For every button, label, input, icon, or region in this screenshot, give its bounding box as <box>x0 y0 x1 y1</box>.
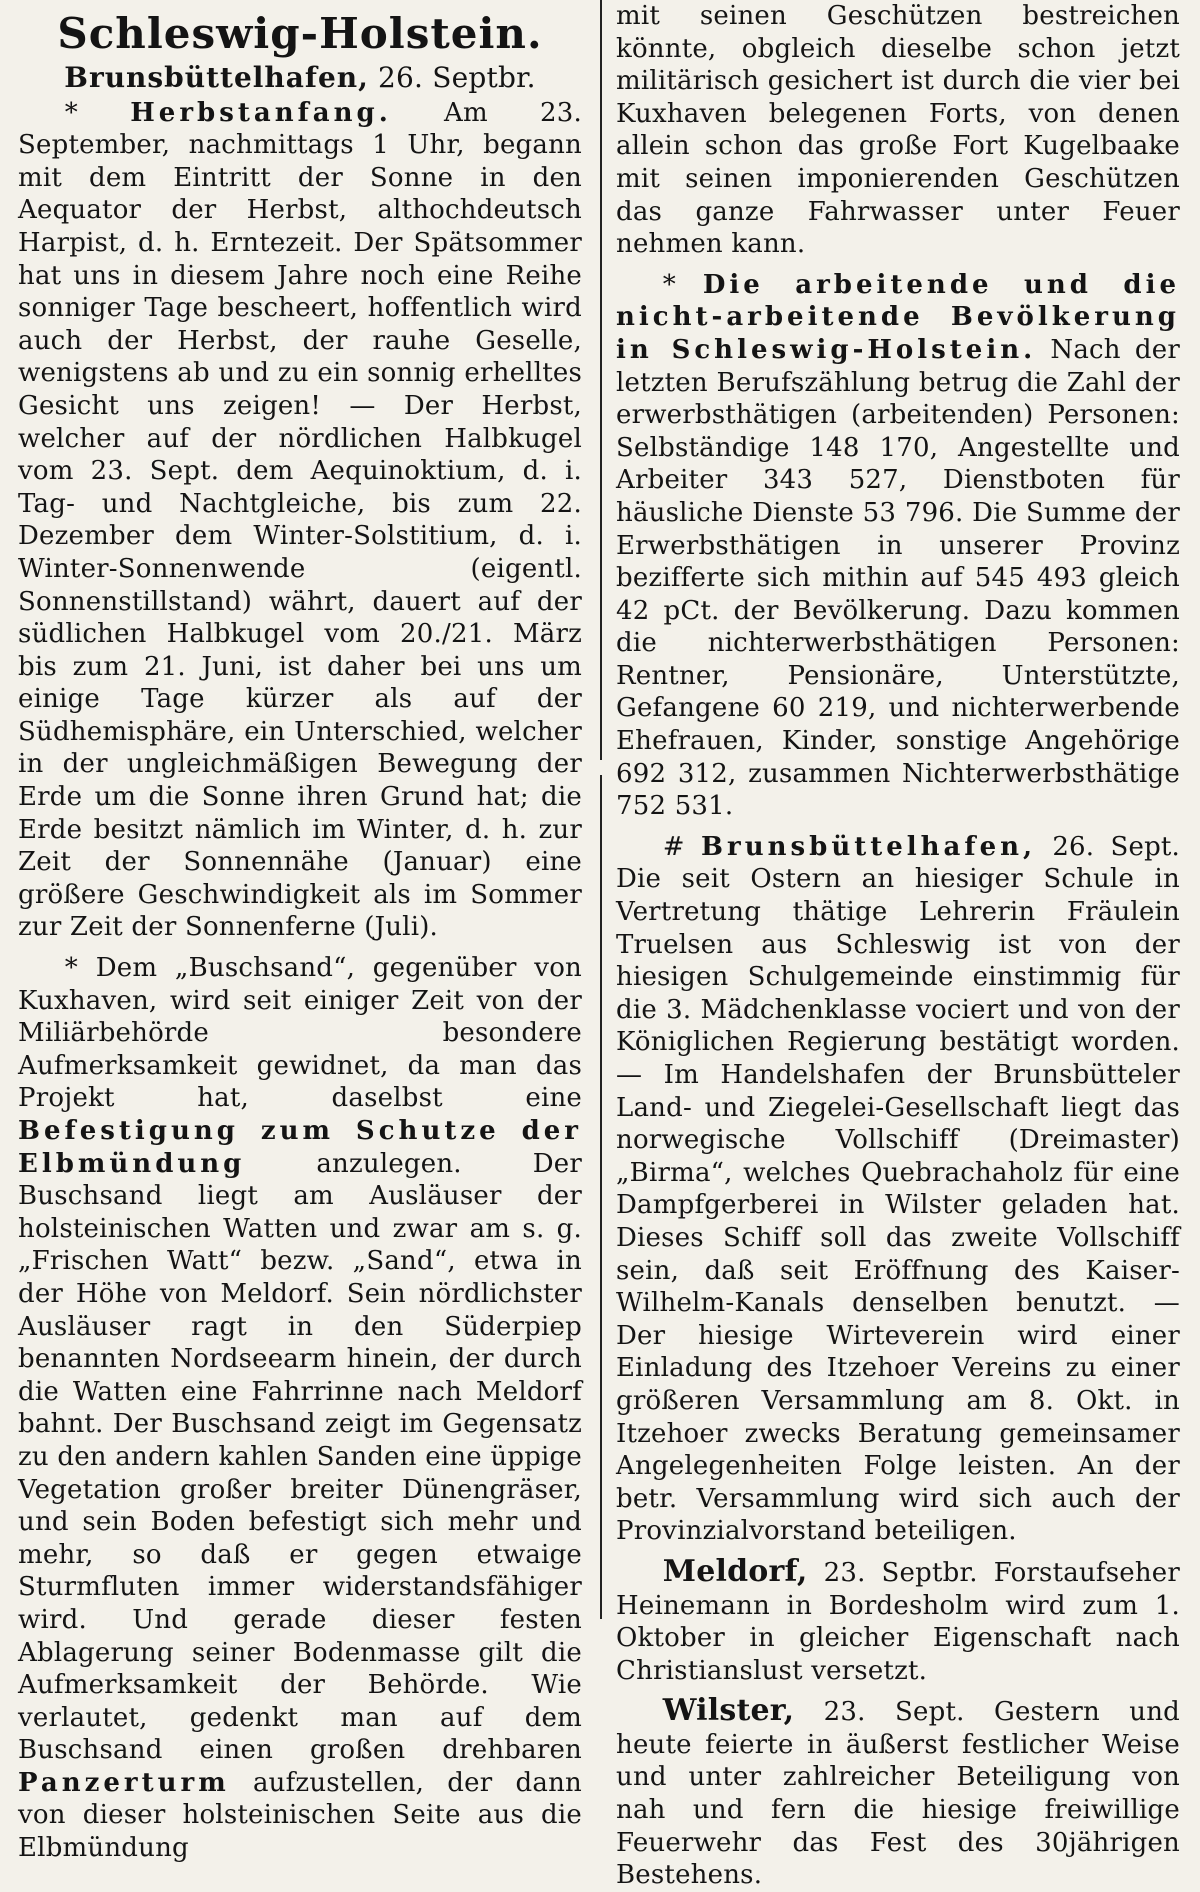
article-mark: * <box>662 269 676 300</box>
article-text: Am 23. September, nachmittags 1 Uhr, begann mit dem Eintritt der Sonne in den Aequator der Herbst, althochdeutsch Harpist, d. h. Erntezeit. Der Spätsommer hat uns in diesem Jahre noch eine Reihe sonniger Tage bescheert, hoffentlich wird auch der Herbst, der rauhe Geselle, wenigstens ab und zu ein sonnig erhelltes Gesicht uns zeigen! — Der Herbst, welcher auf der nördlichen Halbkugel vom 23. Sept. dem Aequinoktium, d. i. Tag- und Nachtgleiche, bis zum 22. Dezember dem Winter-Solstitium, d. i. Winter-Sonnenwende (eigentl. Sonnenstillstand) währt, dauert auf der südlichen Halbkugel vom 20./21. März bis zum 21. Juni, ist daher bei uns um einige Tage kürzer als auf der Südhemisphäre, ein Unterschied, welcher in der ungleichmäßigen Bewegung der Erde um die Sonne ihren Grund hat; die Erde besitzt nämlich im Winter, d. h. zur Zeit der Sonnennähe (Januar) eine größere Geschwindigkeit als im Sommer zur Zeit der Sonnenferne (Juli). <box>18 97 582 943</box>
article-text: anzulegen. Der Buschsand liegt am Ausläuser der holsteinischen Watten und zwar am s. g. „Frischen Watt“ bezw. „Sand“, etwa in der Höhe von Meldorf. Sein nördlichster Ausläuser ragt in den Süderpiep benannten Nordseearm hinein, der durch die Watten eine Fahrrinne nach Meldorf bahnt. Der Buschsand zeigt im Gegensatz zu den andern kahlen Sanden eine üppige Vegetation großer breiter Dünengräser, und sein Boden befestigt sich mehr und mehr, so daß er gegen etwaige Sturmfluten immer widerstandsfähiger wird. Und gerade dieser festen Ablagerung seiner Bodenmasse gilt die Aufmerksamkeit der Behörde. Wie verlautet, gedenkt man auf dem Buschsand einen großen drehbaren <box>18 1148 582 1766</box>
article-text: Die seit Ostern an hiesiger Schule in Vertretung thätige Lehrerin Fräulein Truelsen aus Schleswig ist von der hiesigen Schulgemeinde einstimmig für die 3. Mädchenklasse vociert und von der Königlichen Regierung bestätigt worden. — Im Handelshafen der Brunsbütteler Land- und Ziegelei-Gesellschaft liegt das norwegische Vollschiff (Dreimaster) „Birma“, welches Quebrachaholz für eine Dampfgerberei in Wilster geladen hat. Dieses Schiff soll das zweite Vollschiff sein, daß seit Eröffnung des Kaiser-Wilhelm-Kanals denselben benutzt. — Der hiesige Wirteverein wird einer Einladung des Itzehoer Vereins zu einer größeren Versammlung am 8. Okt. in Itzehoer zwecks Beratung gemeinsamer Angelegenheiten Folge leisten. An der betr. Versammlung wird sich auch der Provinzialvorstand beteiligen. <box>616 864 1180 1547</box>
article-date: 26. Sept. <box>1052 831 1181 862</box>
article-location: Meldorf, <box>662 1553 808 1589</box>
column-divider <box>600 775 602 1619</box>
headline: Schleswig-Holstein. <box>57 9 543 58</box>
dateline-place: Brunsbüttelhafen, <box>64 61 369 94</box>
article-herbstanfang <box>18 97 582 944</box>
article-mark: * <box>64 97 78 128</box>
article-mark: * <box>64 953 78 984</box>
article-buschsand-continued: mit seinen Geschützen bestreichen könnte, obgleich dieselbe schon jetzt militärisch gesichert ist durch die vier bei Kuxhaven belegenen Forts, von denen allein schon das große Fort Kugelbaake mit seinen imponierenden Geschützen das ganze Fahrwasser unter Feuer nehmen kann. <box>616 1 1180 260</box>
article-text: Nach der letzten Berufszählung betrug die Zahl der erwerbsthätigen (arbeitenden) Personen: Selbständige 148 170, Angestellte und Arbeiter 343 527, Dienstboten für häusliche Dienste 53 796. Die Summe der Erwerbsthätigen in unserer Provinz bezifferte sich mithin auf 545 493 gleich 42 pCt. der Bevölkerung. Dazu kommen die nichterwerbsthätigen Personen: Rentner, Pensionäre, Unterstützte, Gefangene 60 219, und nichterwerbende Ehefrauen, Kinder, sonstige Angehörige 692 312, zusammen Nichterwerbsthätige 752 531. <box>616 334 1180 822</box>
dateline-date: 26. Septbr. <box>378 61 536 94</box>
article-bevoelkerung <box>616 269 1180 823</box>
article-wilster <box>616 1695 1180 1892</box>
right-column <box>610 0 1188 1891</box>
article-keyword: Befestigung zum Schutze der Elbmündung <box>18 1116 582 1179</box>
article-date: 23. Sept. <box>823 1697 965 1728</box>
article-text: Gestern und heute feierte in äußerst festlicher Weise und unter zahlreicher Beteiligung von nah und fern die hiesige freiwillige Feuerwehr das Fest des 30jährigen Bestehens. <box>616 1697 1181 1891</box>
article-keyword: Herbstanfang. <box>130 97 392 128</box>
article-buschsand <box>18 952 582 1865</box>
left-column <box>10 0 588 1864</box>
article-text: aufzustellen, der dann von dieser holsteinischen Seite aus die Elbmündung <box>18 1767 582 1864</box>
article-keyword: Panzerturm <box>18 1767 230 1798</box>
article-location: Wilster, <box>662 1693 795 1729</box>
article-text: Forstaufseher Heinemann in Bordesholm wird zum 1. Oktober in gleicher Eigenschaft nach Christianslust versetzt. <box>616 1557 1181 1686</box>
dateline <box>18 62 582 95</box>
article-mark: # <box>662 831 685 862</box>
column-divider <box>600 0 602 760</box>
article-meldorf <box>616 1553 1181 1687</box>
article-text: Dem „Buschsand“, gegenüber von Kuxhaven, wird seit einiger Zeit von der Miliärbehörde besondere Aufmerksamkeit gewidnet, da man das Projekt hat, daselbst eine <box>18 953 582 1114</box>
article-brunsbuettelhafen <box>616 831 1180 1548</box>
article-date: 23. Septbr. <box>823 1557 978 1588</box>
article-keyword: Die arbeitende und die nicht-arbeitende Bevölkerung in Schleswig-Holstein. <box>616 269 1180 365</box>
article-keyword: Brunsbüttelhafen, <box>701 831 1037 862</box>
